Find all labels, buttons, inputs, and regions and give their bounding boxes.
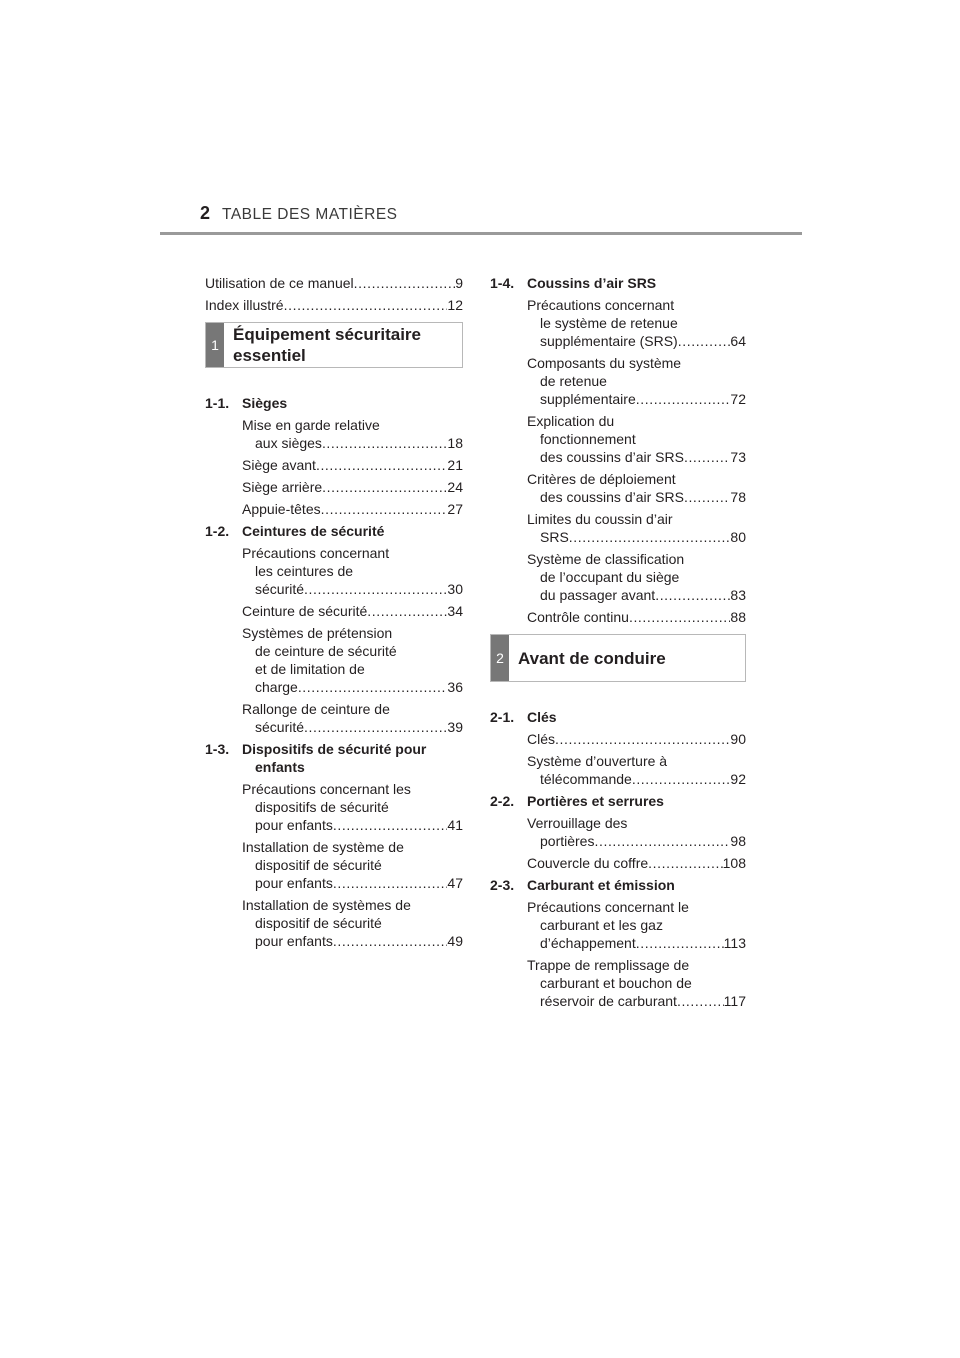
toc-entry[interactable]: Rallonge de ceinture de sécurité ..... 39 (242, 700, 463, 736)
toc-entry[interactable]: Systèmes de prétension de ceinture de sécurité et de limitation de charge ..... 36 (242, 624, 463, 696)
header-rule (160, 232, 802, 235)
toc-entry[interactable]: Siège avant ..... 21 (242, 456, 463, 474)
chapter-tab: 2 (491, 635, 509, 681)
toc-intro-manual[interactable]: Utilisation de ce manuel ..... 9 (205, 274, 463, 292)
page-number: 2 (200, 203, 211, 223)
toc-entry[interactable]: Installation de système de dispositif de sécurité pour enfants ..... 47 (242, 838, 463, 892)
toc-column-left (205, 274, 463, 954)
toc-entry[interactable]: Précautions concernant les ceintures de sécurité ..... 30 (242, 544, 463, 598)
chapter-title: Équipement sécuritaire essentiel (233, 325, 422, 365)
toc-entry[interactable]: Système de classification de l’occupant du siège du passager avant ..... 83 (527, 550, 746, 604)
toc-entry[interactable]: Précautions concernant le système de retenue supplémentaire (SRS) ..... 64 (527, 296, 746, 350)
toc-entry[interactable]: Critères de déploiement des coussins d’air SRS ..... 78 (527, 470, 746, 506)
section-heading[interactable]: 1-1. Sièges (205, 395, 288, 411)
section-heading[interactable]: 2-3. Carburant et émission (490, 877, 675, 893)
toc-column-right (490, 274, 746, 1014)
toc-entry[interactable]: Appuie-têtes ..... 27 (242, 500, 463, 518)
toc-entry[interactable]: Précautions concernant le carburant et les gaz d’échappement ..... 113 (527, 898, 746, 952)
toc-entry[interactable]: Contrôle continu ..... 88 (527, 608, 746, 626)
toc-entry[interactable]: Ceinture de sécurité ..... 34 (242, 602, 463, 620)
toc-entry[interactable]: Siège arrière ..... 24 (242, 478, 463, 496)
toc-entry[interactable]: Clés ..... 90 (527, 730, 746, 748)
toc-entry[interactable]: Précautions concernant les dispositifs de sécurité pour enfants ..... 41 (242, 780, 463, 834)
chapter-2-banner[interactable] (490, 634, 746, 682)
chapter-tab: 1 (206, 323, 224, 367)
toc-entry[interactable]: Limites du coussin d’air SRS ..... 80 (527, 510, 746, 546)
section-heading[interactable]: 1-4. Coussins d’air SRS (490, 275, 657, 291)
toc-entry[interactable]: Installation de systèmes de dispositif de sécurité pour enfants ..... 49 (242, 896, 463, 950)
toc-entry[interactable]: Verrouillage des portières ..... 98 (527, 814, 746, 850)
section-heading[interactable]: 2-1. Clés (490, 709, 557, 725)
running-title: TABLE DES MATIÈRES (222, 206, 398, 223)
toc-entry[interactable]: Couvercle du coffre ..... 108 (527, 854, 746, 872)
toc-intro-index[interactable]: Index illustré ..... 12 (205, 296, 463, 314)
section-heading[interactable]: 1-2. Ceintures de sécurité (205, 523, 385, 539)
toc-entry[interactable]: Système d’ouverture à télécommande ..... 92 (527, 752, 746, 788)
toc-entry[interactable]: Trappe de remplissage de carburant et bouchon de réservoir de carburant ..... 117 (527, 956, 746, 1010)
chapter-1-banner[interactable] (205, 322, 463, 368)
toc-entry[interactable]: Explication du fonctionnement des coussins d’air SRS ..... 73 (527, 412, 746, 466)
toc-entry[interactable]: Mise en garde relative aux sièges ..... 18 (242, 416, 463, 452)
section-heading[interactable]: 2-2. Portières et serrures (490, 793, 664, 809)
section-heading[interactable]: 1-3. Dispositifs de sécurité pour enfants (205, 741, 427, 775)
toc-entry[interactable]: Composants du système de retenue supplémentaire ..... 72 (527, 354, 746, 408)
chapter-title: Avant de conduire (518, 648, 666, 668)
